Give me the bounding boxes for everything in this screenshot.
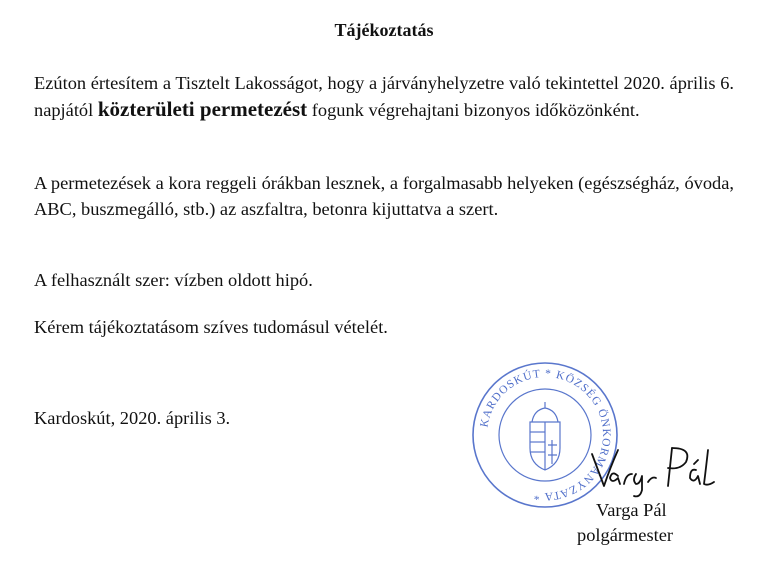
paragraph-announcement-emphasis: közterületi permetezést	[97, 97, 308, 121]
paragraph-announcement	[34, 70, 734, 123]
coat-of-arms-icon	[530, 402, 560, 470]
paragraph-announcement-start: Ezúton értesítem a Tisztelt Lakosságot, hogy a járványhelyzetre való tekintettel 2020. április 6. napjától	[34, 73, 734, 120]
paragraph-spraying-details: A permetezések a kora reggeli órákban lesznek, a forgalmasabb helyeken (egészségház, óvoda, ABC, buszmegálló, stb.) az aszfaltra, betonra kijuttatva a szert.	[34, 173, 734, 219]
handwritten-signature	[588, 440, 728, 500]
document-title: Tájékoztatás	[334, 20, 434, 40]
paragraph-agent: A felhasznált szer: vízben oldott hipó.	[34, 270, 313, 290]
paragraph-announcement-end: fogunk végrehajtani bizonyos időközönként.	[307, 100, 640, 120]
svg-text:KARDOSKÚT * KÖZSÉG ÖNKORMÁNYZA: KARDOSKÚT * KÖZSÉG ÖNKORMÁNYZATA *	[478, 367, 613, 503]
signatory-name: Varga Pál	[596, 500, 667, 520]
dateline: Kardoskút, 2020. április 3.	[34, 408, 231, 428]
signatory-role: polgármester	[577, 525, 674, 545]
paragraph-request: Kérem tájékoztatásom szíves tudomásul vételét.	[34, 317, 388, 337]
